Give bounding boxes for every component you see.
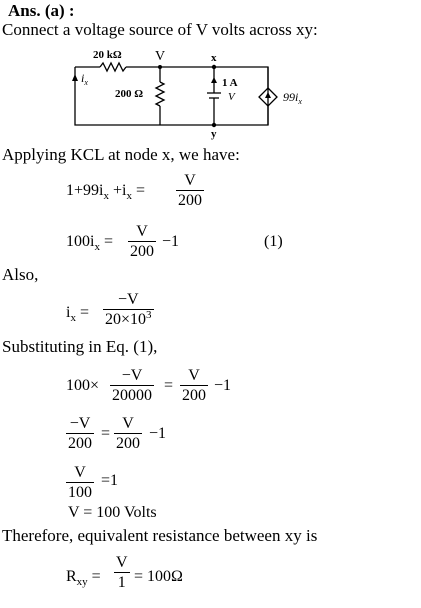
also-text: Also, xyxy=(2,265,39,284)
eq6-rhs: =1 xyxy=(101,472,119,489)
eq1-lhs: $1+99i_x +i_x$ = xyxy=(66,182,145,202)
ix-label: $i_x$ xyxy=(81,71,88,87)
kcl-text: Applying KCL at node x, we have: xyxy=(2,145,240,164)
resistor-200 xyxy=(156,82,164,106)
r2-label: 200 Ω xyxy=(115,88,144,100)
resistor-20k xyxy=(100,63,126,71)
node-x-dot xyxy=(212,65,216,69)
subst-text: Substituting in Eq. (1), xyxy=(2,337,158,356)
eq4-tail: −1 xyxy=(214,377,232,394)
eq8-rhs: = 100Ω xyxy=(134,568,183,585)
r1-label: 20 kΩ xyxy=(93,49,122,61)
eq2-lhs: $100i_x$ = xyxy=(66,233,113,253)
src-current-label: 1 A xyxy=(222,77,238,89)
eq6-fraction: $\frac{V}{100}$ xyxy=(68,464,92,501)
eq7: V = 100 Volts xyxy=(68,504,157,521)
eq3-lhs: $i_x$ = xyxy=(66,304,89,324)
circuit-diagram xyxy=(0,0,421,140)
eq5-tail: −1 xyxy=(149,425,167,442)
eq1-fraction: $\frac{V}{200}$ xyxy=(178,172,202,209)
eq5-fraction-1: $\frac{-V}{200}$ xyxy=(68,415,92,452)
answer-heading: Ans. (a) : xyxy=(8,1,75,20)
eq4-fraction-1: $\frac{-V}{20000}$ xyxy=(112,367,152,404)
eq3-fraction: $\frac{-V}{20\times 10^3}$ xyxy=(105,291,152,328)
eq4-lhs: 100× xyxy=(66,377,100,394)
current-arrow xyxy=(211,77,217,83)
dep-label: $99i_x$ xyxy=(283,90,302,106)
node-x-label: x xyxy=(211,52,217,64)
eq4-equals: = xyxy=(164,377,174,394)
node-y-label: y xyxy=(211,128,217,140)
eq5-fraction-2: $\frac{V}{200}$ xyxy=(116,415,140,452)
eq2-tag: (1) xyxy=(264,233,283,250)
dep-arrow xyxy=(265,92,271,98)
eq2-fraction: $\frac{V}{200}$ xyxy=(130,223,154,260)
ix-arrow xyxy=(72,74,78,81)
intro-text: Connect a voltage source of V volts across xy: xyxy=(2,20,318,39)
node-v-label: V xyxy=(155,49,166,64)
therefore-text: Therefore, equivalent resistance between xy is xyxy=(2,526,318,545)
eq8-lhs: $R_{xy}$ = xyxy=(66,568,101,588)
eq2-tail: −1 xyxy=(162,233,180,250)
eq5-equals: = xyxy=(101,425,111,442)
eq8-fraction: $\frac{V}{1}$ xyxy=(116,554,128,591)
node-y-dot xyxy=(212,123,216,127)
src-voltage-label: V xyxy=(228,91,235,103)
eq4-fraction-2: $\frac{V}{200}$ xyxy=(182,367,206,404)
